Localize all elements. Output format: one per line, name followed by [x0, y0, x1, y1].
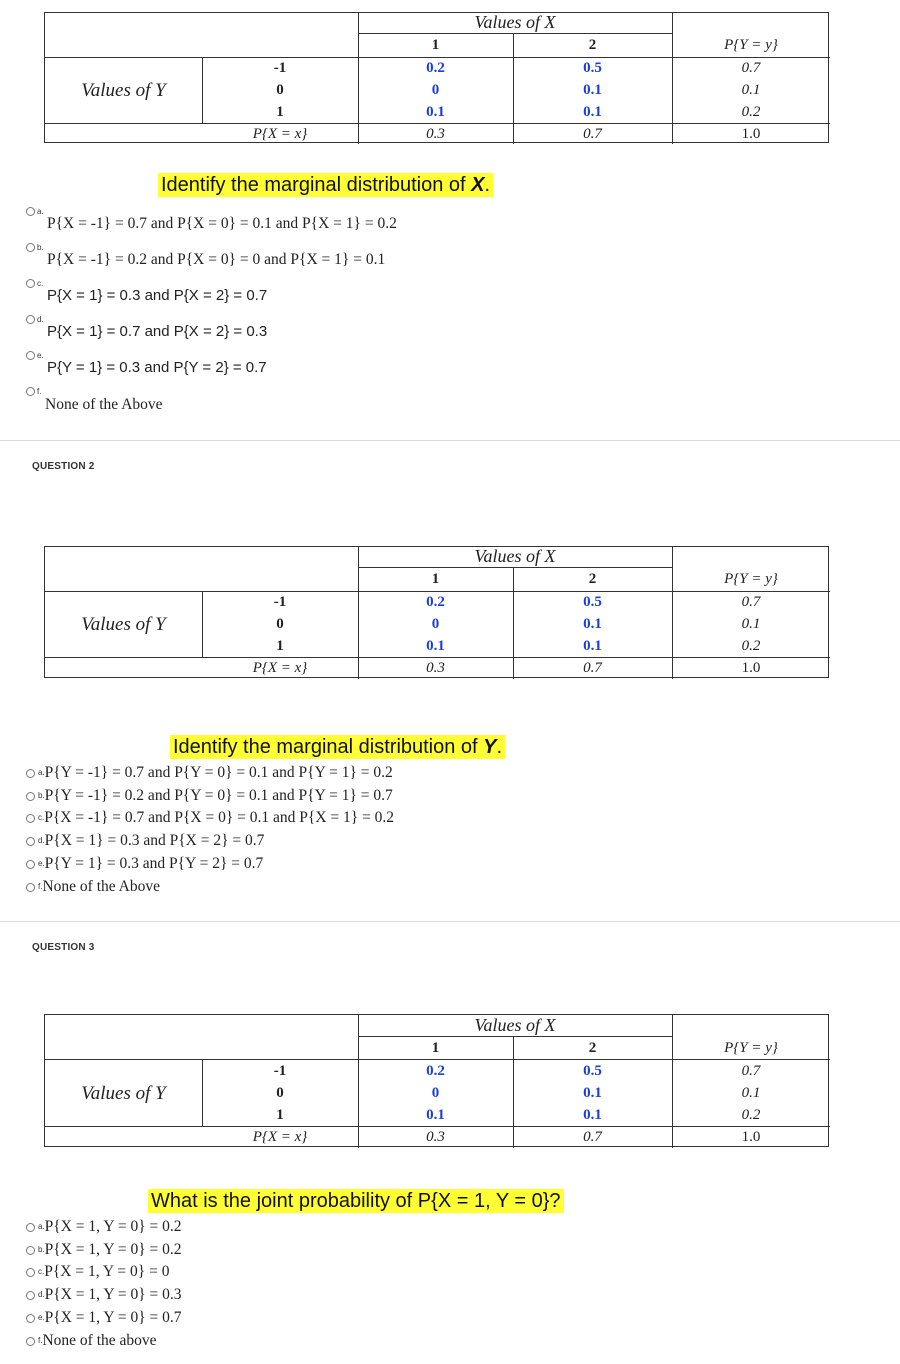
q2-option-f-text: None of the Above [42, 878, 160, 895]
y-value-1: 1 [276, 104, 284, 120]
py-header: P{Y = y} [724, 1040, 778, 1056]
q2-option-a[interactable]: a.P{Y = -1} = 0.7 and P{Y = 0} = 0.1 and P{Y = 1} = 0.2 [26, 763, 393, 783]
q2-option-d-text: P{X = 1} = 0.3 and P{X = 2} = 0.7 [44, 832, 265, 849]
x-value-2: 2 [588, 571, 597, 587]
py-0: 0.1 [741, 616, 761, 632]
q3-option-b-text: P{X = 1, Y = 0} = 0.2 [44, 1241, 182, 1258]
py-neg1: 0.7 [741, 1063, 761, 1079]
py-0: 0.1 [741, 82, 761, 98]
y-value-neg1: -1 [273, 1063, 287, 1079]
cell-x1-y0: 0 [431, 1085, 440, 1101]
x-value-1: 1 [431, 571, 440, 587]
radio-icon[interactable] [26, 387, 35, 396]
q1-option-d-text: P{X = 1} = 0.7 and P{X = 2} = 0.3 [47, 323, 268, 340]
cell-x1-y0: 0 [431, 616, 440, 632]
q3-option-c-text: P{X = 1, Y = 0} = 0 [44, 1263, 170, 1280]
q3-option-c[interactable]: c.P{X = 1, Y = 0} = 0 [26, 1262, 169, 1282]
q2-option-d[interactable]: d.P{X = 1} = 0.3 and P{X = 2} = 0.7 [26, 831, 264, 851]
x-value-2: 2 [588, 37, 597, 53]
q2-option-c[interactable]: c.P{X = -1} = 0.7 and P{X = 0} = 0.1 and P{X = 1} = 0.2 [26, 808, 394, 828]
py-header: P{Y = y} [724, 37, 778, 53]
cell-x2-yneg1: 0.5 [583, 594, 602, 610]
cell-x2-y1: 0.1 [583, 1107, 602, 1123]
q1-option-c-text: P{X = 1} = 0.3 and P{X = 2} = 0.7 [47, 287, 268, 304]
y-value-0: 0 [276, 616, 284, 632]
radio-icon[interactable] [26, 207, 35, 216]
px-label: P{X = x} [252, 1129, 308, 1145]
py-1: 0.2 [741, 104, 761, 120]
q3-option-f[interactable]: f.None of the above [26, 1331, 157, 1351]
joint-table-2 [44, 546, 829, 678]
px-2: 0.7 [583, 126, 602, 142]
joint-table-1 [44, 12, 829, 143]
q3-title: What is the joint probability of P{X = 1, Y = 0}? [148, 1189, 564, 1213]
y-value-0: 0 [276, 82, 284, 98]
q3-option-a[interactable]: a.P{X = 1, Y = 0} = 0.2 [26, 1217, 182, 1237]
px-1: 0.3 [426, 1129, 445, 1145]
cell-x1-y1: 0.1 [426, 1107, 445, 1123]
radio-icon[interactable] [26, 1223, 35, 1232]
values-of-y-label: Values of Y [81, 614, 166, 635]
total-prob: 1.0 [741, 1129, 761, 1145]
q3-option-a-text: P{X = 1, Y = 0} = 0.2 [44, 1218, 182, 1235]
joint-table-3 [44, 1014, 829, 1147]
py-0: 0.1 [741, 1085, 761, 1101]
cell-x2-y1: 0.1 [583, 104, 602, 120]
q2-option-e[interactable]: e.P{Y = 1} = 0.3 and P{Y = 2} = 0.7 [26, 854, 263, 874]
cell-x2-yneg1: 0.5 [583, 1063, 602, 1079]
values-of-x-header: Values of X [474, 1015, 556, 1035]
cell-x2-y0: 0.1 [583, 82, 602, 98]
values-of-y-label: Values of Y [81, 80, 166, 101]
q1-option-f[interactable]: f. [26, 382, 41, 400]
q2-option-a-text: P{Y = -1} = 0.7 and P{Y = 0} = 0.1 and P{Y = 1} = 0.2 [44, 764, 393, 781]
cell-x1-y1: 0.1 [426, 104, 445, 120]
radio-icon[interactable] [26, 351, 35, 360]
cell-x2-y0: 0.1 [583, 616, 602, 632]
py-1: 0.2 [741, 638, 761, 654]
total-prob: 1.0 [741, 126, 761, 142]
values-of-x-header: Values of X [474, 546, 556, 566]
question-2-label: QUESTION 2 [32, 461, 95, 472]
q1-option-c[interactable]: c. [26, 274, 43, 292]
q1-option-b-text: P{X = -1} = 0.2 and P{X = 0} = 0 and P{X = 1} = 0.1 [47, 251, 386, 268]
q1-option-e[interactable]: e. [26, 346, 44, 364]
q2-title: Identify the marginal distribution of Y. [170, 735, 505, 759]
values-of-x-header: Values of X [474, 12, 556, 32]
values-of-y-label: Values of Y [81, 1083, 166, 1104]
q3-option-e-text: P{X = 1, Y = 0} = 0.7 [44, 1309, 182, 1326]
radio-icon[interactable] [26, 279, 35, 288]
q3-option-e[interactable]: e.P{X = 1, Y = 0} = 0.7 [26, 1308, 182, 1328]
radio-icon[interactable] [26, 883, 35, 892]
py-1: 0.2 [741, 1107, 761, 1123]
q2-option-e-text: P{Y = 1} = 0.3 and P{Y = 2} = 0.7 [44, 855, 264, 872]
cell-x2-y1: 0.1 [583, 638, 602, 654]
py-neg1: 0.7 [741, 594, 761, 610]
radio-icon[interactable] [26, 1337, 35, 1346]
question-3-label: QUESTION 3 [32, 942, 95, 953]
q1-option-e-text: P{Y = 1} = 0.3 and P{Y = 2} = 0.7 [47, 359, 267, 376]
radio-icon[interactable] [26, 792, 35, 801]
q3-option-b[interactable]: b.P{X = 1, Y = 0} = 0.2 [26, 1240, 182, 1260]
radio-icon[interactable] [26, 1291, 35, 1300]
px-label: P{X = x} [252, 660, 308, 676]
separator [0, 440, 900, 441]
radio-icon[interactable] [26, 315, 35, 324]
q1-option-d[interactable]: d. [26, 310, 44, 328]
radio-icon[interactable] [26, 837, 35, 846]
x-value-1: 1 [431, 1040, 440, 1056]
q1-title: Identify the marginal distribution of X. [158, 173, 493, 197]
q1-option-b[interactable]: b. [26, 238, 44, 256]
y-value-0: 0 [276, 1085, 284, 1101]
x-value-2: 2 [588, 1040, 597, 1056]
cell-x2-y0: 0.1 [583, 1085, 602, 1101]
cell-x1-y0: 0 [431, 82, 440, 98]
radio-icon[interactable] [26, 814, 35, 823]
radio-icon[interactable] [26, 243, 35, 252]
cell-x2-yneg1: 0.5 [583, 60, 602, 76]
cell-x1-yneg1: 0.2 [426, 1063, 445, 1079]
total-prob: 1.0 [741, 660, 761, 676]
y-value-neg1: -1 [273, 60, 287, 76]
q2-option-b-text: P{Y = -1} = 0.2 and P{Y = 0} = 0.1 and P{Y = 1} = 0.7 [44, 787, 393, 804]
px-2: 0.7 [583, 660, 602, 676]
separator [0, 921, 900, 922]
q1-option-f-text: None of the Above [45, 396, 163, 413]
px-1: 0.3 [426, 126, 445, 142]
radio-icon[interactable] [26, 1268, 35, 1277]
radio-icon[interactable] [26, 1246, 35, 1255]
cell-x1-yneg1: 0.2 [426, 60, 445, 76]
px-1: 0.3 [426, 660, 445, 676]
q2-option-c-text: P{X = -1} = 0.7 and P{X = 0} = 0.1 and P{X = 1} = 0.2 [44, 809, 395, 826]
cell-x1-yneg1: 0.2 [426, 594, 445, 610]
y-value-neg1: -1 [273, 594, 287, 610]
radio-icon[interactable] [26, 860, 35, 869]
q1-option-a-text: P{X = -1} = 0.7 and P{X = 0} = 0.1 and P{X = 1} = 0.2 [47, 215, 397, 232]
q1-option-a[interactable]: a. [26, 202, 44, 220]
px-label: P{X = x} [252, 126, 308, 142]
x-value-1: 1 [431, 37, 440, 53]
q2-option-f[interactable]: f.None of the Above [26, 877, 160, 897]
q3-option-d[interactable]: d.P{X = 1, Y = 0} = 0.3 [26, 1285, 182, 1305]
py-header: P{Y = y} [724, 571, 778, 587]
q3-option-f-text: None of the above [42, 1332, 157, 1349]
q2-option-b[interactable]: b.P{Y = -1} = 0.2 and P{Y = 0} = 0.1 and P{Y = 1} = 0.7 [26, 786, 393, 806]
py-neg1: 0.7 [741, 60, 761, 76]
q3-option-d-text: P{X = 1, Y = 0} = 0.3 [44, 1286, 182, 1303]
radio-icon[interactable] [26, 769, 35, 778]
y-value-1: 1 [276, 1107, 284, 1123]
radio-icon[interactable] [26, 1314, 35, 1323]
cell-x1-y1: 0.1 [426, 638, 445, 654]
y-value-1: 1 [276, 638, 284, 654]
px-2: 0.7 [583, 1129, 602, 1145]
